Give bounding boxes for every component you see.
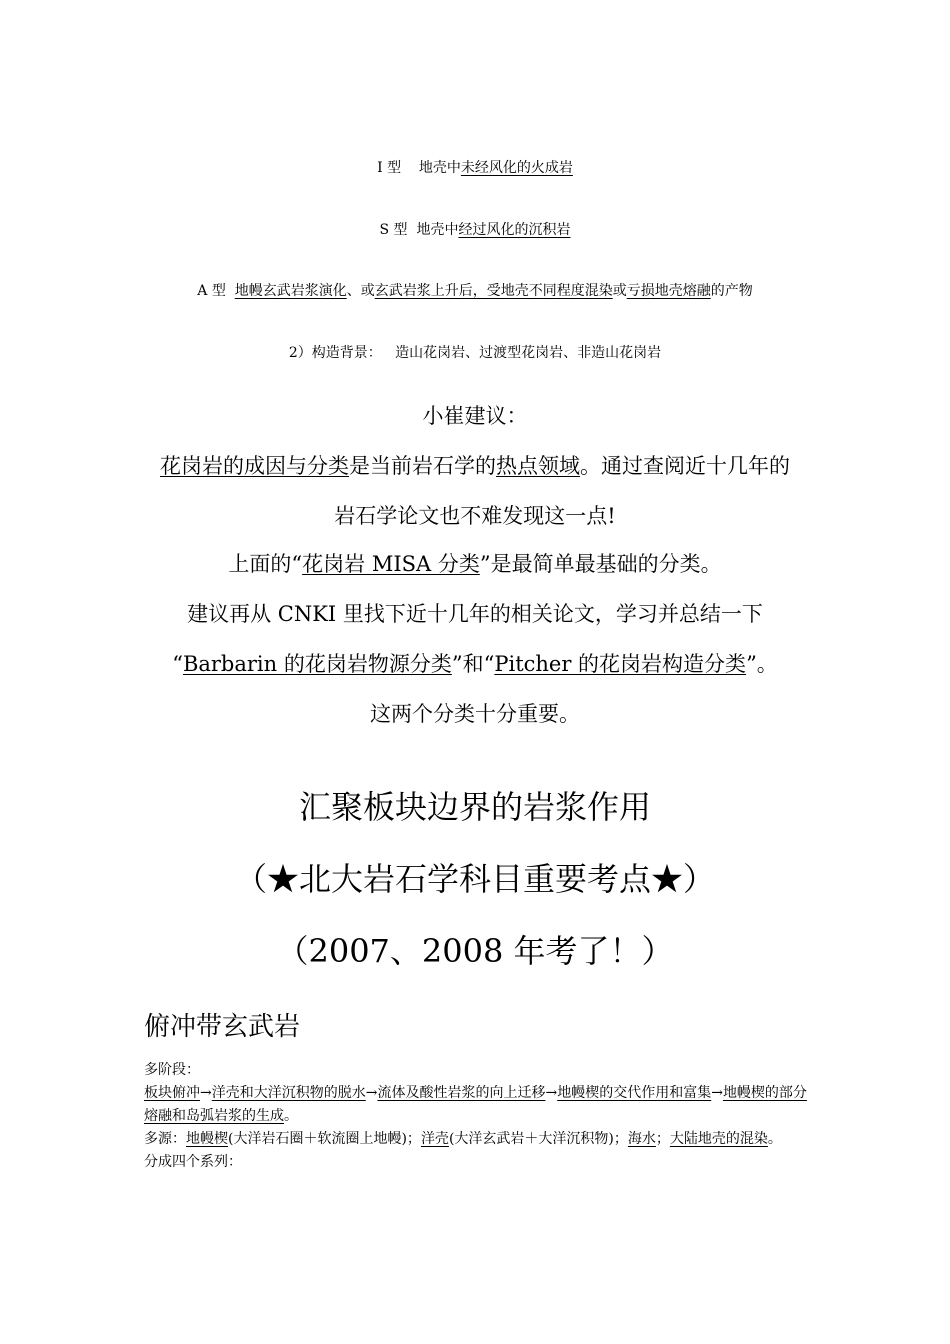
i-type-line xyxy=(0,157,950,177)
advice-text: ”是最简单最基础的分类。 xyxy=(479,552,722,576)
source-note: (大洋岩石圈＋软流圈上地幔)； xyxy=(228,1131,421,1147)
advice-text: “ xyxy=(172,652,183,676)
tectonic-value: 造山花岗岩、过渡型花岗岩、非造山花岗岩 xyxy=(395,345,662,361)
i-type-desc: 未经风化的火成岩 xyxy=(460,160,573,176)
advice-line-3 xyxy=(0,548,950,578)
stages-text xyxy=(144,1082,808,1128)
advice-line-2: 岩石学论文也不难发现这一点! xyxy=(334,504,616,528)
advice-line-4: 建议再从 CNKI 里找下近十几年的相关论文，学习并总结一下 xyxy=(187,602,763,626)
section-title: 汇聚板块边界的岩浆作用 xyxy=(298,788,651,826)
source-crustal-contamination: 大陆地壳的混染 xyxy=(669,1131,768,1147)
advice-text: ”。 xyxy=(746,652,778,676)
stage-3: 流体及酸性岩浆的向上迁移 xyxy=(377,1085,546,1101)
a-type-part1: 地幔玄武岩浆演化 xyxy=(234,283,347,299)
sources-label: 多源： xyxy=(144,1131,186,1147)
a-type-part2: 玄武岩浆上升后，受地壳不同程度混染 xyxy=(374,283,613,299)
a-type-label: A 型 xyxy=(197,283,226,299)
section-subtitle: （★北大岩石学科目重要考点★） xyxy=(234,860,715,898)
sources-end: 。 xyxy=(767,1131,782,1147)
misa-classification: 花岗岩 MISA 分类 xyxy=(302,552,480,576)
s-type-label: S 型 xyxy=(379,222,408,238)
i-type-lead: 地壳中 xyxy=(418,160,461,176)
stages-label: 多阶段： xyxy=(144,1062,200,1078)
a-type-part3: 亏损地壳熔融 xyxy=(626,283,711,299)
a-type-sep1: 、或 xyxy=(346,283,375,299)
a-type-line xyxy=(0,280,950,300)
stage-5: 地幔楔的部分熔融和岛弧岩浆的生成 xyxy=(144,1085,807,1124)
a-type-sep2: 或 xyxy=(612,283,627,299)
advice-text: 是当前岩石学的 xyxy=(349,454,496,478)
advice-line-5 xyxy=(0,648,950,678)
arrow-icon: → xyxy=(545,1085,558,1101)
s-type-lead: 地壳中 xyxy=(416,222,459,238)
s-type-desc: 经过风化的沉积岩 xyxy=(458,222,571,238)
section-years: （2007、2008 年考了！） xyxy=(276,932,674,970)
tectonic-line xyxy=(0,342,950,362)
source-note: (大洋玄武岩＋大洋沉积物)； xyxy=(448,1131,628,1147)
barbarin-classification: Barbarin 的花岗岩物源分类 xyxy=(182,652,452,676)
sources-text xyxy=(144,1128,808,1151)
s-type-line xyxy=(0,219,950,239)
arrow-icon: → xyxy=(365,1085,378,1101)
subsection-body xyxy=(144,1059,808,1174)
source-seawater: 海水 xyxy=(627,1131,656,1147)
source-mantle-wedge: 地幔楔 xyxy=(186,1131,228,1147)
arrow-icon: → xyxy=(200,1085,212,1101)
advice-line-1 xyxy=(0,450,950,480)
advice-text: 上面的“ xyxy=(228,552,303,576)
advice-text: ”和“ xyxy=(451,652,495,676)
stage-1: 板块俯冲 xyxy=(144,1085,200,1101)
i-type-label: I 型 xyxy=(377,160,402,176)
stage-2: 洋壳和大洋沉积物的脱水 xyxy=(211,1085,366,1101)
tectonic-label: 2）构造背景： xyxy=(288,345,382,361)
stages-end: 。 xyxy=(284,1108,298,1124)
source-oceanic-crust: 洋壳 xyxy=(420,1131,449,1147)
subsection-heading: 俯冲带玄武岩 xyxy=(144,1012,301,1042)
arrow-icon: → xyxy=(711,1085,723,1101)
advice-hot-topic: 花岗岩的成因与分类 xyxy=(160,454,349,478)
advice-hotspot: 热点领域 xyxy=(496,454,580,478)
a-type-suffix: 的产物 xyxy=(710,283,753,299)
series-label: 分成四个系列： xyxy=(144,1154,242,1170)
advice-text: 。通过查阅近十几年的 xyxy=(580,454,790,478)
pitcher-classification: Pitcher 的花岗岩构造分类 xyxy=(494,652,747,676)
source-sep: ； xyxy=(655,1131,670,1147)
advice-line-6: 这两个分类十分重要。 xyxy=(370,702,580,726)
stage-4: 地幔楔的交代作用和富集 xyxy=(557,1085,712,1101)
advice-title: 小崔建议： xyxy=(422,404,528,428)
